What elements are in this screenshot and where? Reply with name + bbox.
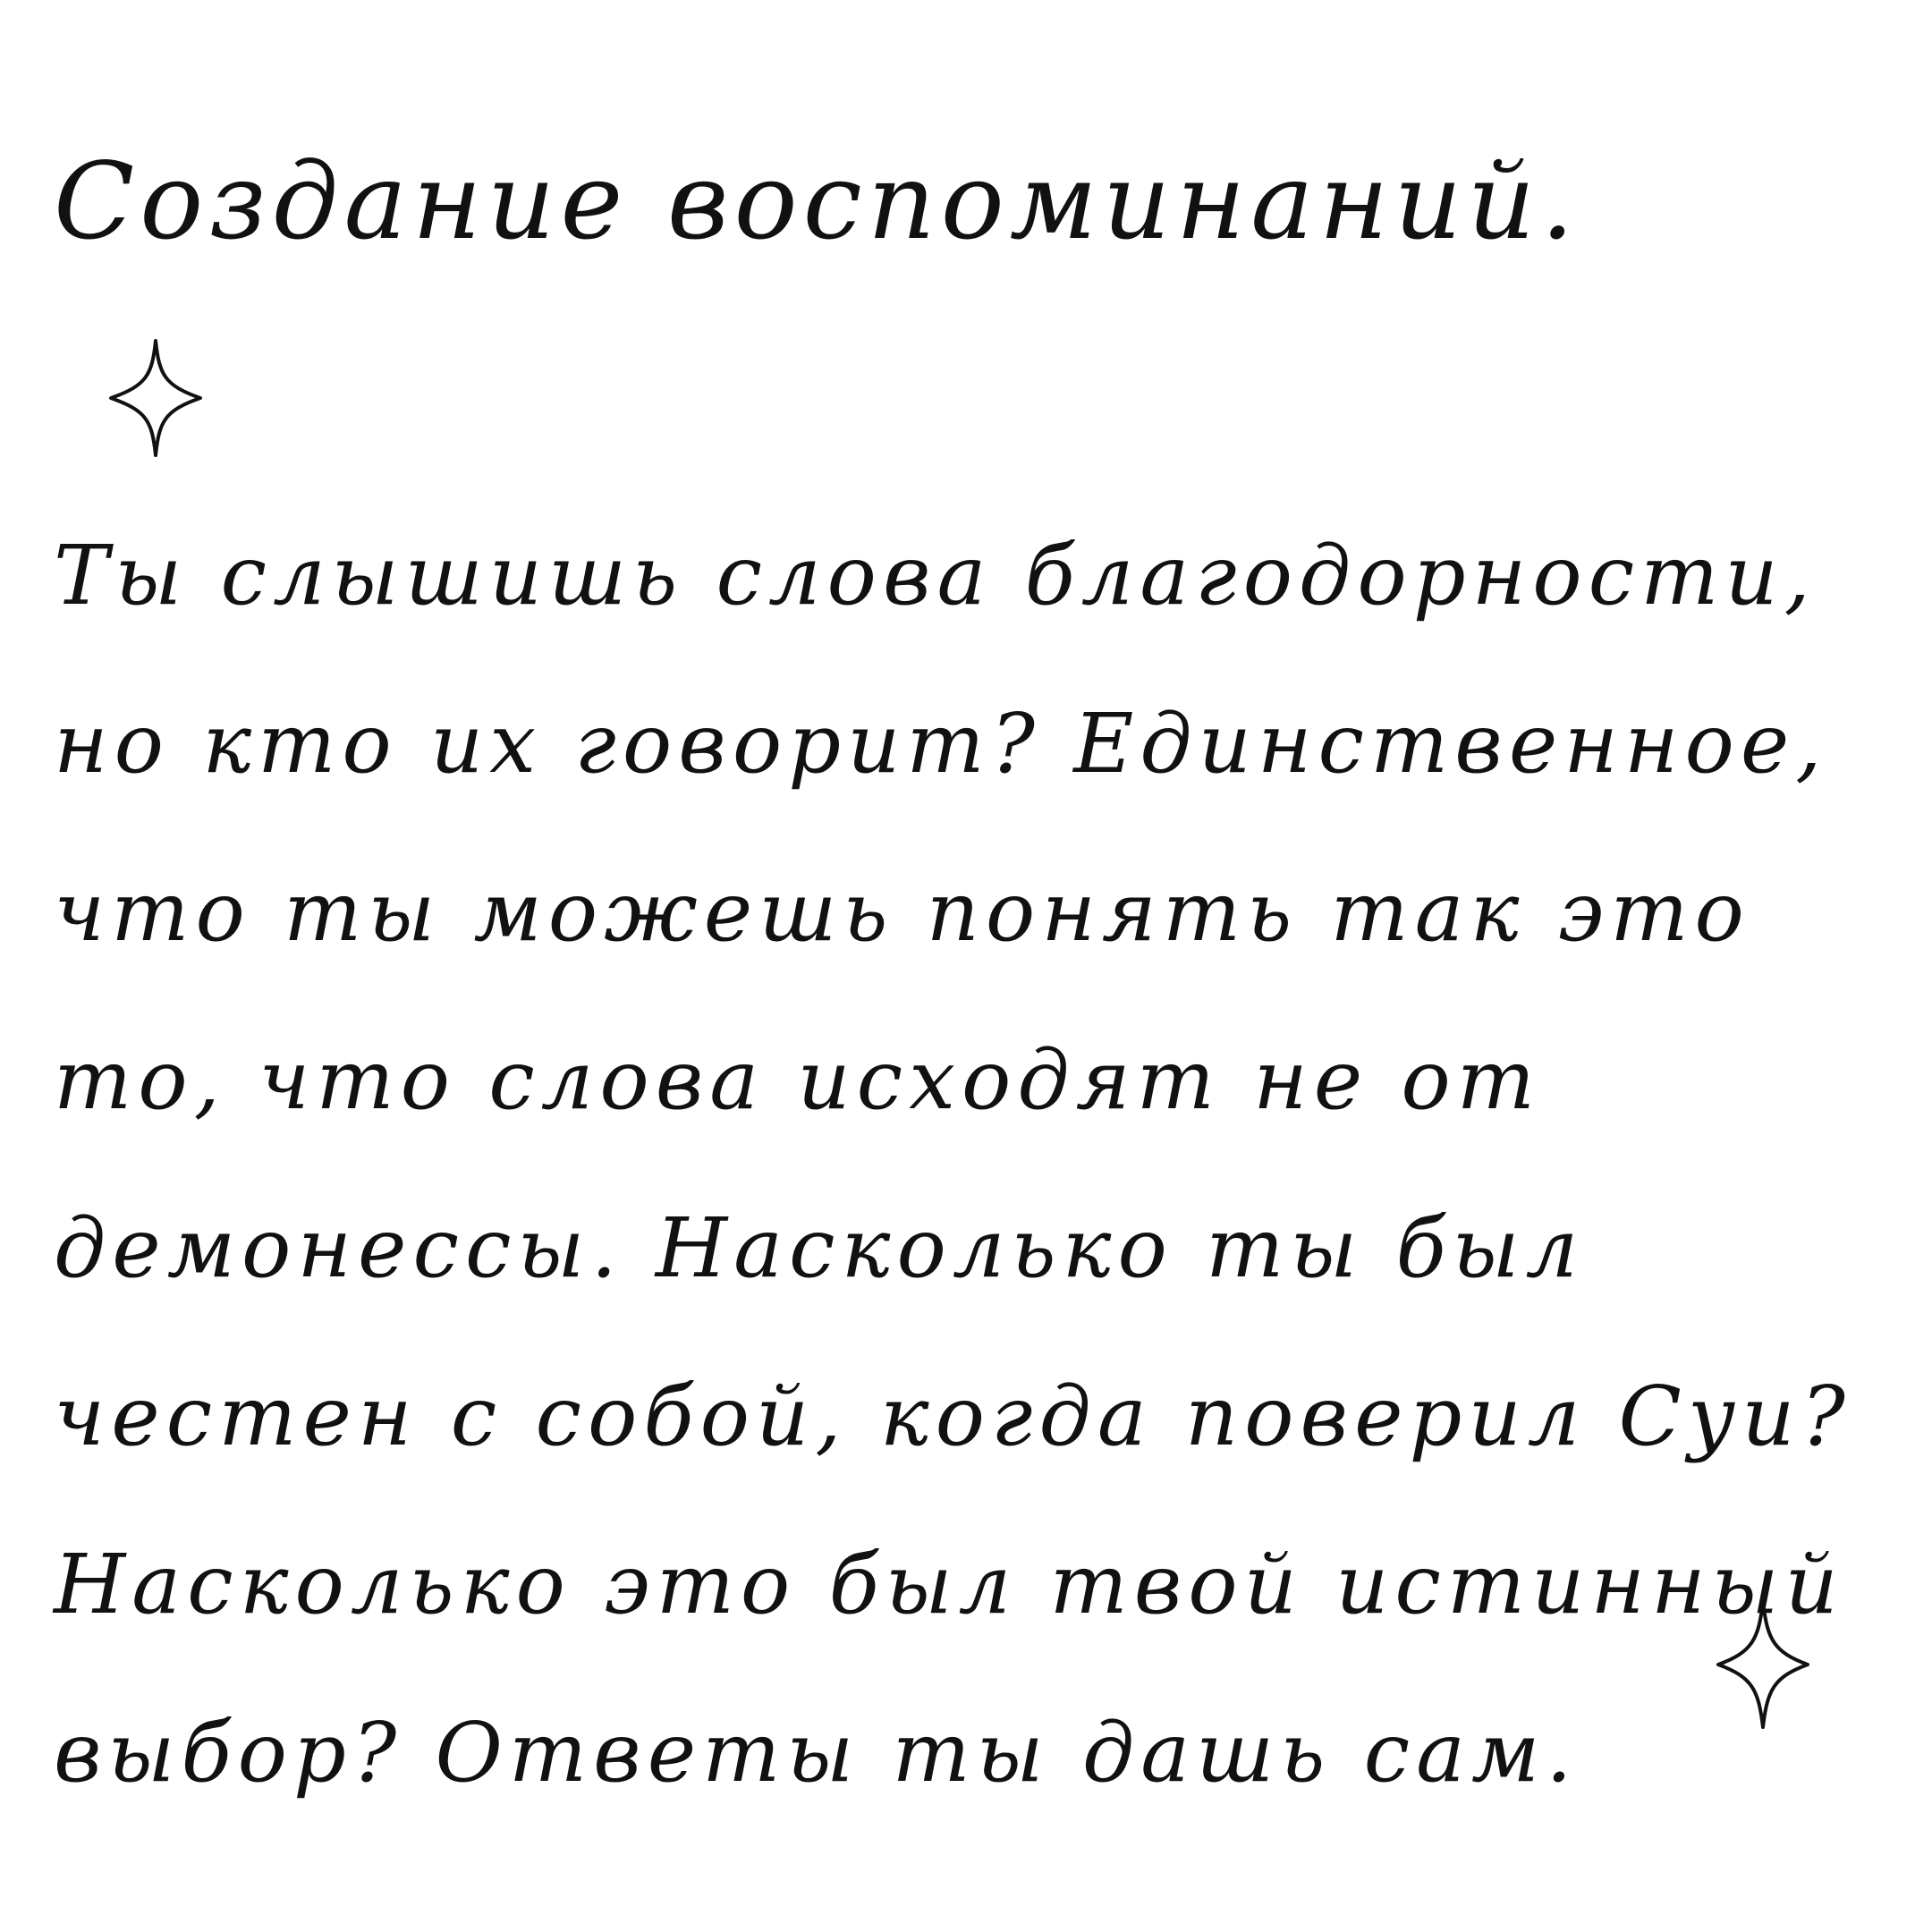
- page-title: Создание воспоминаний.: [54, 140, 1580, 263]
- paragraph-line: то, что слова исходят не от: [54, 1032, 1542, 1128]
- paragraph-line: честен с собой, когда поверил Суи?: [54, 1368, 1852, 1464]
- paragraph-line: Насколько это был твой истинный: [54, 1537, 1844, 1632]
- paragraph-line: выбор? Ответы ты дашь сам.: [54, 1705, 1579, 1801]
- sparkle-icon-top: [106, 335, 206, 461]
- paragraph-line: демонессы. Насколько ты был: [54, 1200, 1585, 1296]
- paragraph-line: но кто их говорит? Единственное,: [54, 696, 1828, 792]
- paragraph-line: что ты можешь понять так это: [54, 864, 1750, 960]
- sparkle-icon-bottom: [1713, 1597, 1813, 1733]
- paragraph: [54, 492, 1914, 1837]
- paragraph-line: Ты слышишь слова благодорности,: [54, 528, 1817, 623]
